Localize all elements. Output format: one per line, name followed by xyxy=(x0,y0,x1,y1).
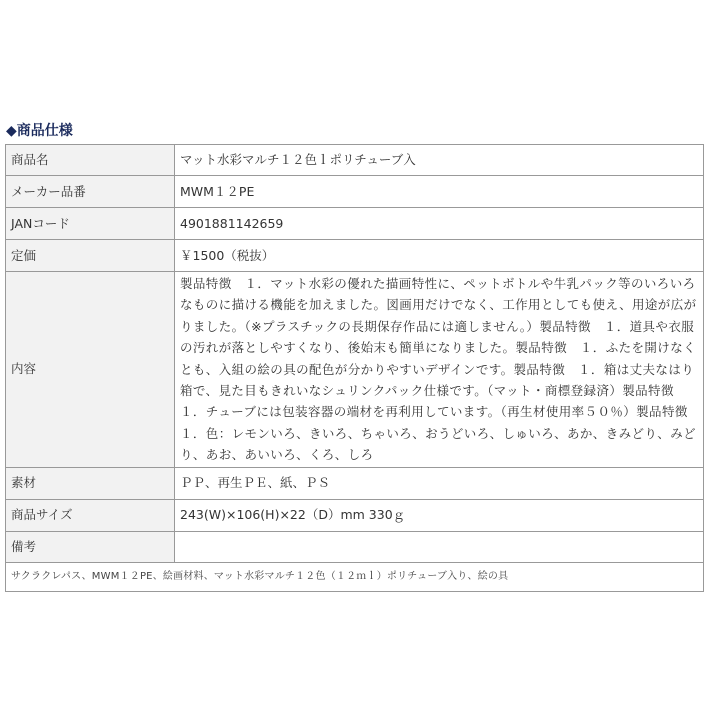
row-label-contents: 内容 xyxy=(6,272,175,468)
row-label-maker-number: メーカー品番 xyxy=(6,176,175,208)
jan-code-value: 4901881142659 xyxy=(175,208,704,240)
product-size-value: 243(W)×106(H)×22（D）mm 330ｇ xyxy=(175,499,704,531)
table-row xyxy=(6,499,704,531)
spec-table xyxy=(5,144,704,592)
remarks-value xyxy=(175,531,704,562)
table-row xyxy=(6,531,704,562)
maker-number-value: MWM１２PE xyxy=(175,176,704,208)
table-row xyxy=(6,145,704,176)
row-label-product-size: 商品サイズ xyxy=(6,499,175,531)
row-label-remarks: 備考 xyxy=(6,531,175,562)
keywords-footer: サクラクレパス、MWM１２PE、絵画材料、マット水彩マルチ１２色（１２ｍｌ）ポリチューブ入り、絵の具 xyxy=(6,562,704,591)
material-value: ＰＰ、再生ＰＥ、紙、ＰＳ xyxy=(175,467,704,499)
row-label-list-price: 定価 xyxy=(6,240,175,272)
table-row xyxy=(6,562,704,591)
row-label-product-name: 商品名 xyxy=(6,145,175,176)
table-row xyxy=(6,272,704,468)
list-price-value: ￥1500（税抜） xyxy=(175,240,704,272)
table-row xyxy=(6,240,704,272)
row-label-material: 素材 xyxy=(6,467,175,499)
product-name-value: マット水彩マルチ１２色ｌポリチューブ入 xyxy=(175,145,704,176)
row-label-jan-code: JANコード xyxy=(6,208,175,240)
contents-description: 製品特徴 １．マット水彩の優れた描画特性に、ペットボトルや牛乳パック等のいろいろなものに描ける機能を加えました。図画用だけでなく、工作用としても使え、用途が広がりました。（※プラスチックの長期保存作品には適しません。）製品特徴 １．道具や衣服の汚れが落としやすくなり、後始末も簡単になりました。製品特徴 １．ふたを開けなくとも、入組の絵の具の配色が分かりやすいデザインです。製品特徴 １．箱は丈夫なはり箱で、見た目もきれいなシュリンクパック仕様です。（マット・商標登録済）製品特徴 １．チューブには包装容器の端材を再利用しています。（再生材使用率５０％）製品特徴 １．色：レモンいろ、きいろ、ちゃいろ、おうどいろ、しゅいろ、あか、きみどり、みどり、あお、あいいろ、くろ、しろ xyxy=(175,272,704,468)
table-row xyxy=(6,176,704,208)
section-title: ◆商品仕様 xyxy=(6,123,73,139)
table-row xyxy=(6,208,704,240)
table-row xyxy=(6,467,704,499)
